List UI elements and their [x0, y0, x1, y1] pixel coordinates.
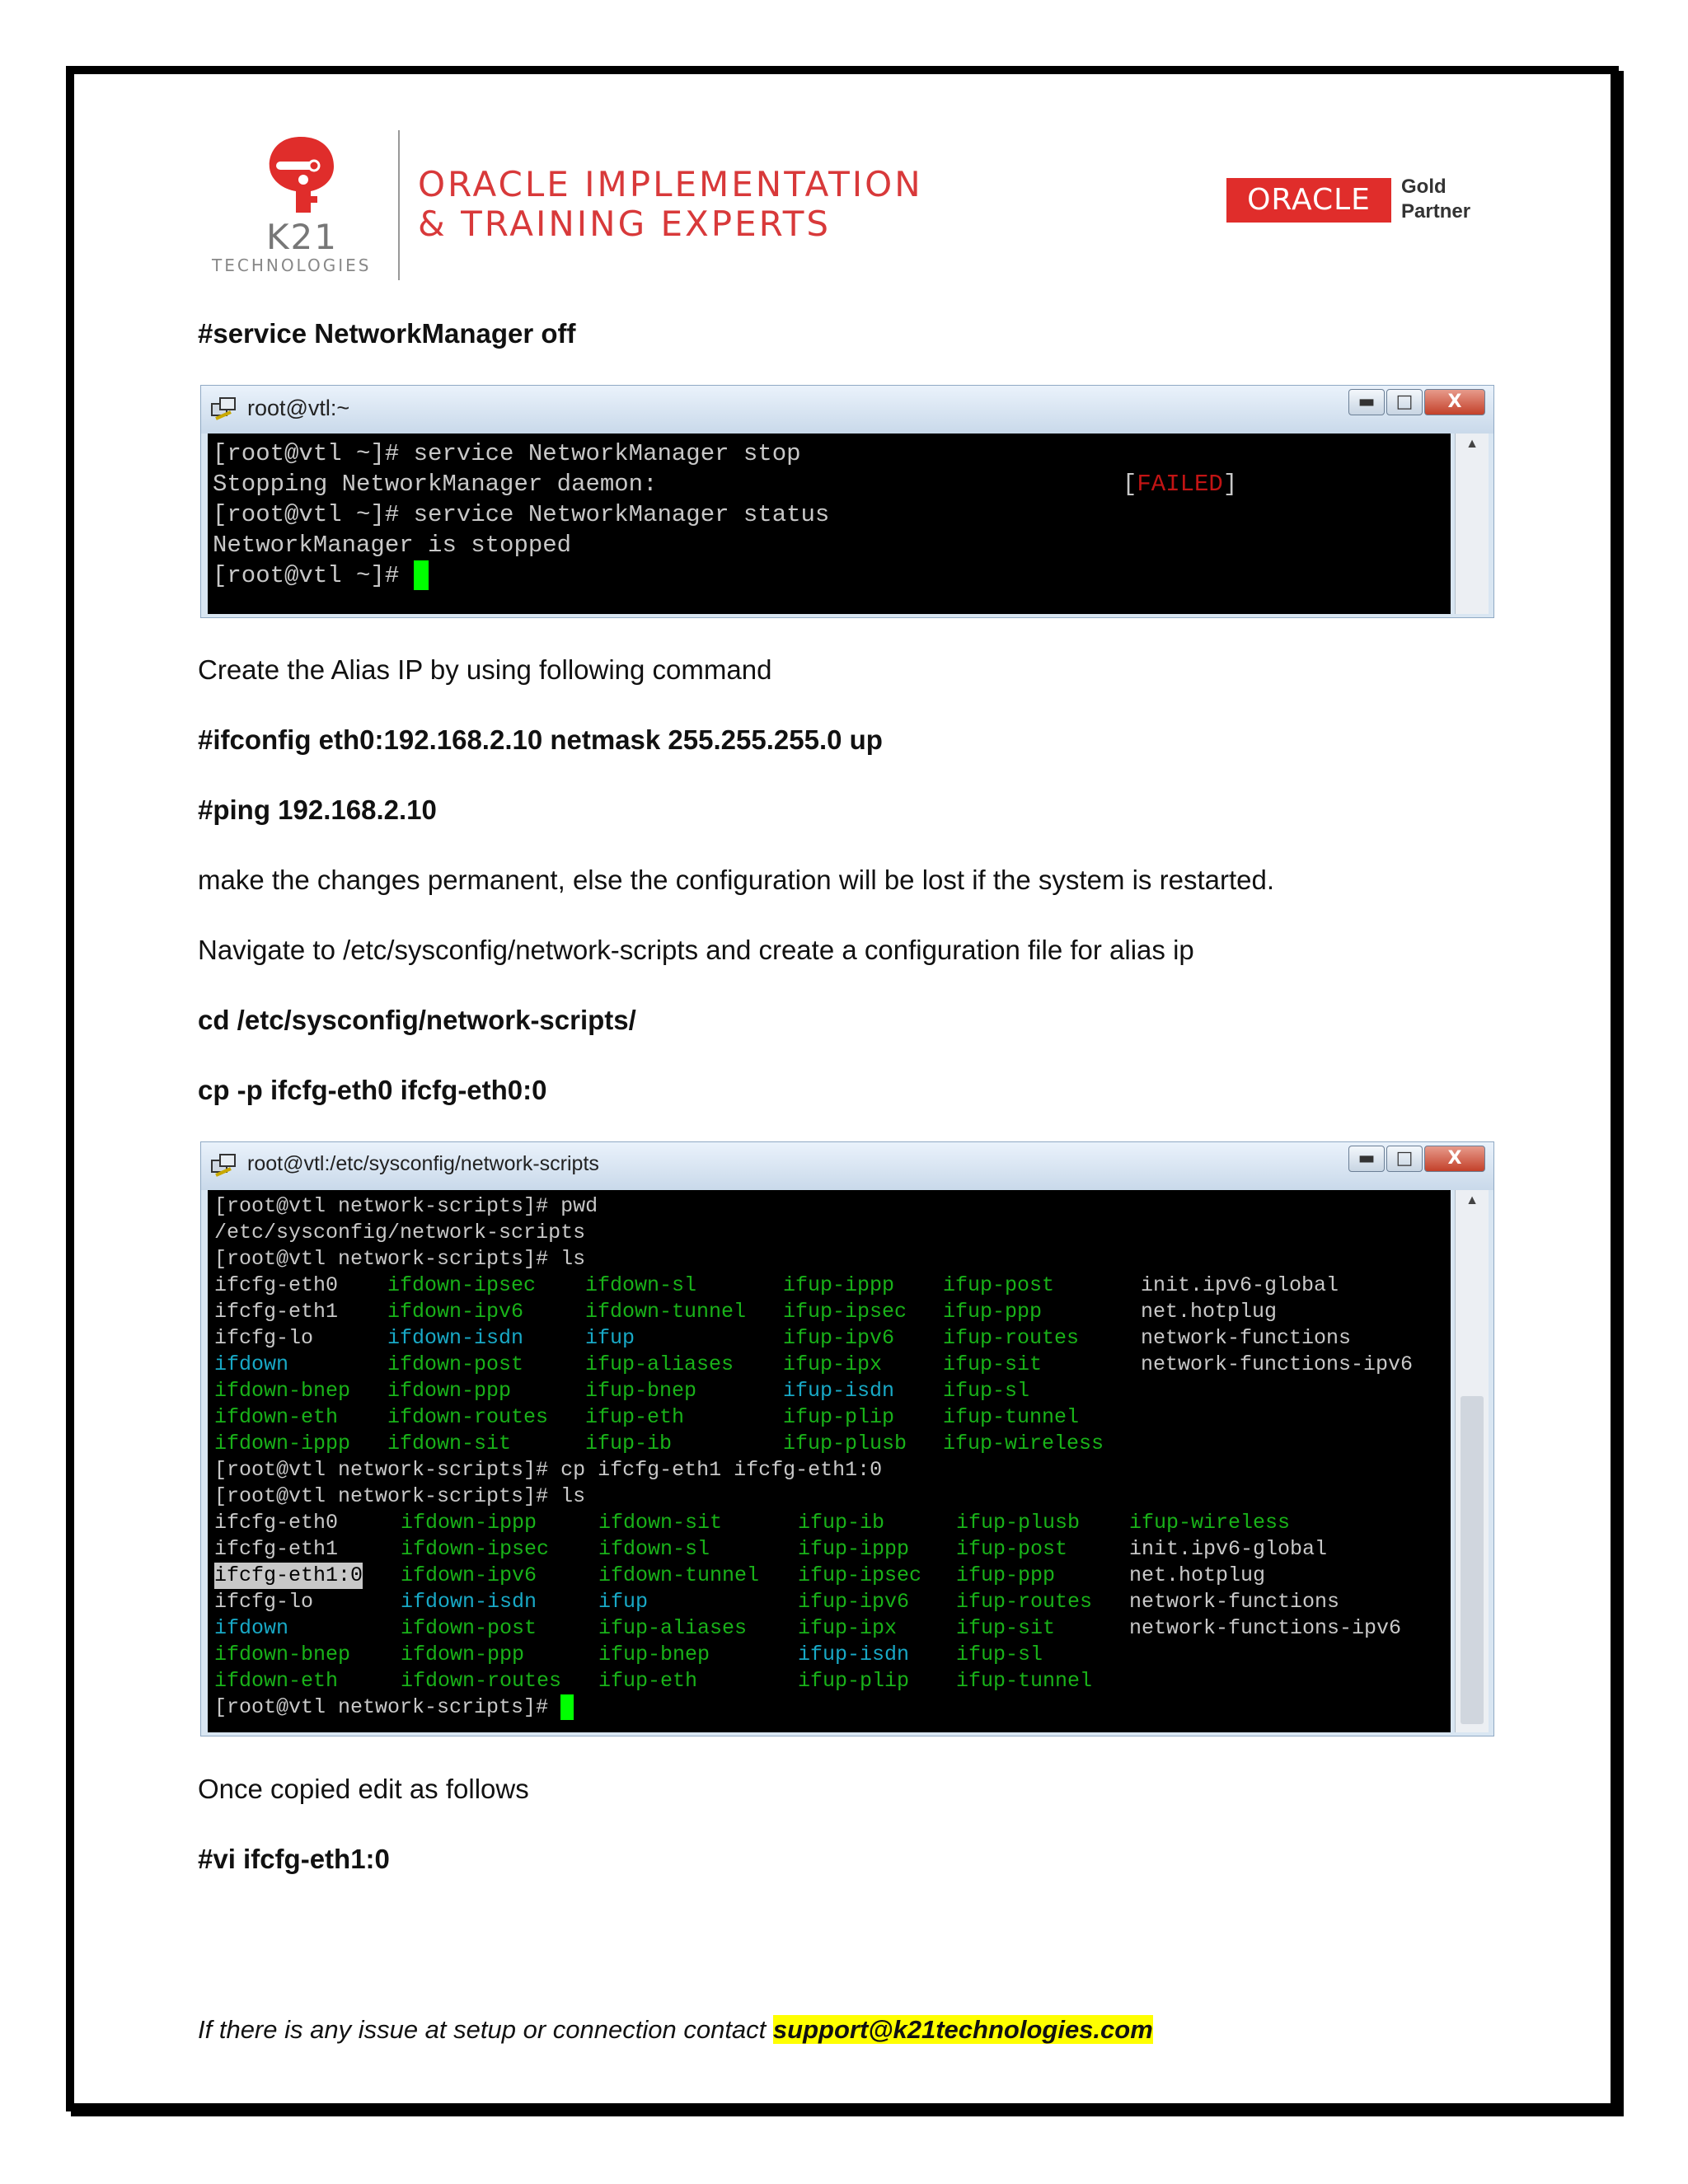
terminal-cursor [414, 560, 429, 590]
header-divider [398, 130, 400, 280]
ls-file-entry: ifup-tunnel [956, 1669, 1093, 1693]
ls-file-entry: ifup-plusb [783, 1432, 907, 1455]
ls-file-entry: ifup-ipsec [798, 1563, 922, 1587]
ls-file-entry: ifcfg-lo [214, 1590, 314, 1614]
command-cp: cp -p ifcfg-eth0 ifcfg-eth0:0 [198, 1075, 547, 1105]
terminal-line: NetworkManager is stopped [213, 532, 572, 559]
ls-file-entry: ifdown-sit [598, 1511, 723, 1535]
command-networkmanager-off: #service NetworkManager off [198, 318, 576, 349]
ls-file-entry: ifdown-ipv6 [401, 1563, 537, 1587]
ls-file-entry: network-functions-ipv6 [1141, 1352, 1414, 1376]
partner-level [1401, 175, 1470, 224]
ls-file-entry: ifup-aliases [585, 1352, 734, 1376]
close-button[interactable] [1424, 389, 1485, 415]
close-icon: X [1447, 391, 1462, 412]
ls-file-entry: ifdown-routes [401, 1669, 562, 1693]
ls-file-entry: ifup-bnep [598, 1643, 710, 1666]
ls-file-entry: network-functions [1129, 1590, 1340, 1614]
footer-note-text: If there is any issue at setup or connection contact [198, 2015, 773, 2044]
scroll-up-arrow-icon[interactable]: ▲ [1465, 1193, 1479, 1207]
tagline-line-1: ORACLE IMPLEMENTATION [418, 164, 923, 204]
ls-file-entry: ifcfg-eth0 [214, 1511, 339, 1535]
maximize-icon: □ [1395, 391, 1414, 412]
instruction-navigate: Navigate to /etc/sysconfig/network-scripts and create a configuration file for alias ip [198, 935, 1194, 965]
terminal-line: [root@vtl network-scripts]# ls [214, 1247, 586, 1271]
ls-file-entry: ifup-plusb [956, 1511, 1081, 1535]
minimize-icon: ▬ [1357, 1148, 1376, 1169]
minimize-button[interactable] [1348, 389, 1385, 415]
maximize-button[interactable] [1386, 1146, 1423, 1172]
ls-file-entry: ifup-ippp [783, 1273, 895, 1297]
terminal-2-scrollbar[interactable] [1455, 1190, 1489, 1732]
window-controls [1347, 389, 1485, 417]
close-button[interactable] [1424, 1146, 1485, 1172]
ls-file-entry: ifdown-eth [214, 1669, 339, 1693]
instruction-create-alias: Create the Alias IP by using following command [198, 654, 772, 685]
terminal-line: Stopping NetworkManager daemon: [213, 471, 658, 498]
ls-file-entry: ifdown-sl [598, 1537, 710, 1561]
ls-file-entry: ifup-post [943, 1273, 1055, 1297]
ls-file-entry: ifup-plip [783, 1405, 895, 1429]
terminal-window-1 [200, 385, 1494, 618]
ls-file-entry: ifdown-ppp [401, 1643, 525, 1666]
ls-file-entry: ifup-post [956, 1537, 1068, 1561]
command-vi: #vi ifcfg-eth1:0 [198, 1844, 390, 1874]
ls-file-entry: ifdown-post [387, 1352, 524, 1376]
ls-file-entry: ifcfg-eth1 [214, 1537, 339, 1561]
close-icon: X [1447, 1148, 1462, 1169]
minimize-icon: ▬ [1357, 391, 1376, 412]
ls-file-entry: network-functions-ipv6 [1129, 1616, 1402, 1640]
ls-file-entry: ifup-isdn [798, 1643, 910, 1666]
ls-file-entry: ifup-ippp [798, 1537, 910, 1561]
ls-file-entry: net.hotplug [1141, 1300, 1278, 1324]
ls-file-entry: ifup-ib [585, 1432, 673, 1455]
ls-file-entry: ifup-routes [956, 1590, 1093, 1614]
page-frame-shadow-right [1619, 71, 1624, 2116]
terminal-line: [root@vtl ~]# service NetworkManager status [213, 501, 830, 528]
maximize-button[interactable] [1386, 389, 1423, 415]
window-controls [1347, 1146, 1485, 1174]
ls-file-entry: ifup-sit [956, 1616, 1056, 1640]
instruction-once-copied: Once copied edit as follows [198, 1774, 529, 1804]
ls-file-entry: ifup-ppp [943, 1300, 1043, 1324]
ls-file-entry: ifdown-ipsec [401, 1537, 550, 1561]
ls-file-entry: ifdown-ipv6 [387, 1300, 524, 1324]
terminal-line: /etc/sysconfig/network-scripts [214, 1221, 586, 1244]
terminal-line: [root@vtl network-scripts]# cp ifcfg-eth1 ifcfg-eth1:0 [214, 1458, 883, 1482]
ls-file-entry: ifdown-sit [387, 1432, 512, 1455]
terminal-1-title: root@vtl:~ [247, 396, 350, 420]
ls-file-entry: ifdown-eth [214, 1405, 339, 1429]
ls-file-entry: ifup-eth [585, 1405, 685, 1429]
ls-file-entry: ifdown-isdn [401, 1590, 537, 1614]
ls-file-entry: ifup-ipsec [783, 1300, 907, 1324]
ls-file-entry: ifup-wireless [943, 1432, 1104, 1455]
ls-file-entry: ifcfg-lo [214, 1326, 314, 1350]
terminal-line: [root@vtl ~]# service NetworkManager stop [213, 440, 801, 467]
ls-file-entry: ifup-ppp [956, 1563, 1056, 1587]
terminal-1-scrollbar[interactable] [1455, 434, 1489, 614]
ls-file-entry: ifdown-tunnel [585, 1300, 747, 1324]
failed-bracket-close: ] [1222, 471, 1238, 498]
ls-file-entry: ifdown-tunnel [598, 1563, 760, 1587]
page-frame-shadow-bottom [71, 2111, 1624, 2116]
command-ifconfig: #ifconfig eth0:192.168.2.10 netmask 255.255.255.0 up [198, 724, 883, 755]
terminal-prompt-line [213, 560, 429, 591]
ls-file-entry: ifdown-ipsec [387, 1273, 537, 1297]
partner-level-gold: Gold [1401, 176, 1447, 198]
ls-file-entry: ifdown-bnep [214, 1379, 351, 1403]
terminal-2-title: root@vtl:/etc/sysconfig/network-scripts [247, 1152, 599, 1175]
logo-brand: K21 [266, 217, 338, 257]
ls-file-entry: ifup-eth [598, 1669, 698, 1693]
ls-file-entry: ifup-wireless [1129, 1511, 1291, 1535]
terminal-2-screen[interactable] [208, 1190, 1451, 1732]
terminal-prompt-line [214, 1694, 574, 1721]
k21-logo-icon [210, 130, 392, 221]
terminal-line: [root@vtl network-scripts]# ls [214, 1484, 586, 1508]
ls-file-entry: ifup-bnep [585, 1379, 697, 1403]
ls-file-entry: ifcfg-eth1 [214, 1300, 339, 1324]
ls-file-entry: init.ipv6-global [1129, 1537, 1328, 1561]
logo-subtitle: TECHNOLOGIES [212, 255, 372, 275]
terminal-prompt: [root@vtl ~]# [213, 562, 414, 589]
ls-file-entry: ifcfg-eth1:0 [214, 1563, 363, 1587]
terminal-cursor [560, 1694, 574, 1720]
terminal-1-screen[interactable] [208, 434, 1451, 614]
terminal-window-2 [200, 1141, 1494, 1736]
ls-file-entry: ifup-ib [798, 1511, 885, 1535]
ls-file-entry: net.hotplug [1129, 1563, 1266, 1587]
scrollbar-thumb[interactable] [1461, 1396, 1484, 1724]
ls-file-entry: ifup [598, 1590, 649, 1614]
instruction-make-permanent: make the changes permanent, else the configuration will be lost if the system is restarted. [198, 865, 1274, 895]
scroll-up-arrow-icon[interactable]: ▲ [1465, 437, 1479, 451]
ls-file-entry: ifdown-isdn [387, 1326, 524, 1350]
ls-file-entry: ifup-sl [956, 1643, 1043, 1666]
putty-icon [209, 396, 237, 424]
ls-file-entry: ifup-sl [943, 1379, 1030, 1403]
command-ping: #ping 192.168.2.10 [198, 794, 437, 825]
ls-file-entry: ifdown [214, 1616, 289, 1640]
terminal-line: [root@vtl network-scripts]# pwd [214, 1194, 598, 1218]
failed-bracket-open: [ [1123, 471, 1137, 498]
document-header [210, 130, 1496, 287]
ls-file-entry: ifup-aliases [598, 1616, 748, 1640]
ls-file-entry: ifdown-bnep [214, 1643, 351, 1666]
failed-word: FAILED [1137, 471, 1223, 498]
ls-file-entry: ifdown [214, 1352, 289, 1376]
ls-file-entry: ifup-routes [943, 1326, 1080, 1350]
ls-file-entry: ifup-tunnel [943, 1405, 1080, 1429]
ls-file-entry: ifup-sit [943, 1352, 1043, 1376]
minimize-button[interactable] [1348, 1146, 1385, 1172]
ls-file-entry: ifup-plip [798, 1669, 910, 1693]
ls-file-entry: ifup-ipx [798, 1616, 898, 1640]
ls-file-entry: ifup [585, 1326, 635, 1350]
ls-file-entry: ifup-ipx [783, 1352, 883, 1376]
terminal-prompt: [root@vtl network-scripts]# [214, 1695, 561, 1719]
footer-support-note [198, 2015, 1153, 2045]
command-cd: cd /etc/sysconfig/network-scripts/ [198, 1005, 636, 1035]
terminal-1-titlebar[interactable] [201, 386, 1493, 434]
ls-file-entry: ifdown-ippp [401, 1511, 537, 1535]
partner-level-word: Partner [1401, 200, 1471, 223]
failed-status [1123, 469, 1237, 499]
k21-logo [210, 130, 392, 279]
ls-file-entry: ifdown-routes [387, 1405, 549, 1429]
ls-file-entry: ifup-ipv6 [783, 1326, 895, 1350]
ls-file-entry: ifdown-ppp [387, 1379, 512, 1403]
terminal-2-titlebar[interactable] [201, 1142, 1493, 1190]
ls-file-entry: ifdown-post [401, 1616, 537, 1640]
putty-icon [209, 1152, 237, 1180]
ls-file-entry: ifdown-sl [585, 1273, 697, 1297]
maximize-icon: □ [1395, 1148, 1414, 1169]
ls-file-entry: ifup-isdn [783, 1379, 895, 1403]
ls-file-entry: network-functions [1141, 1326, 1352, 1350]
oracle-logo: ORACLE [1226, 178, 1391, 223]
ls-file-entry: ifup-ipv6 [798, 1590, 910, 1614]
support-email-link[interactable]: support@k21technologies.com [772, 2015, 1153, 2044]
tagline-line-2: & TRAINING EXPERTS [418, 204, 832, 244]
tagline [418, 165, 923, 244]
ls-file-entry: ifcfg-eth0 [214, 1273, 339, 1297]
ls-file-entry: init.ipv6-global [1141, 1273, 1339, 1297]
ls-file-entry: ifdown-ippp [214, 1432, 351, 1455]
